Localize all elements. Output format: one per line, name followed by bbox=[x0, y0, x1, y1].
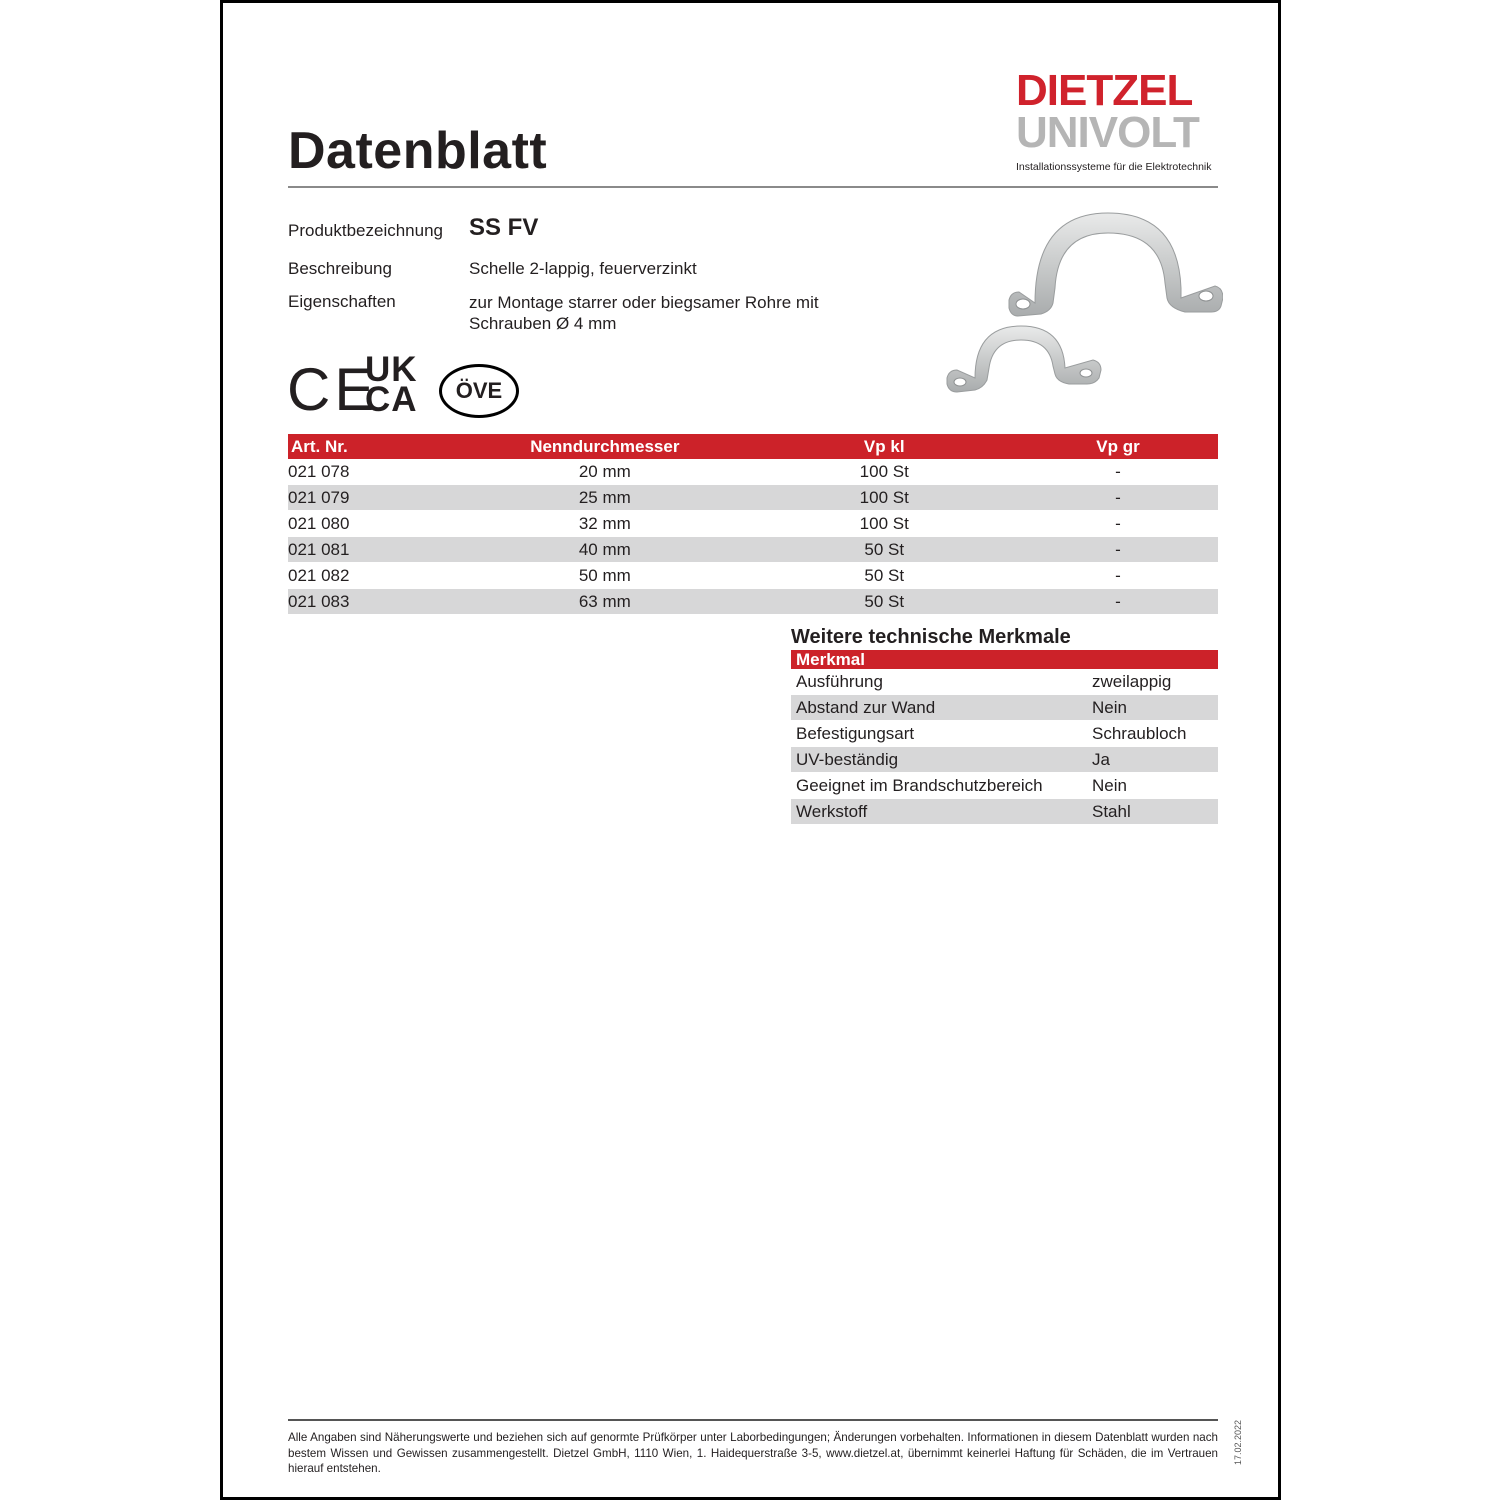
diameter-cell: 63 mm bbox=[459, 589, 750, 615]
vp-kl-cell: 100 St bbox=[750, 459, 1018, 485]
logo-brand-bottom: UNIVOLT bbox=[1016, 108, 1199, 157]
diameter-cell: 20 mm bbox=[459, 459, 750, 485]
art-nr-cell: 021 078 bbox=[288, 459, 459, 485]
vp-gr-cell: - bbox=[1018, 589, 1218, 615]
table-row bbox=[288, 563, 1218, 589]
feature-value: Ja bbox=[1087, 747, 1218, 773]
ove-mark-icon: ÖVE bbox=[439, 364, 519, 418]
vp-gr-cell: - bbox=[1018, 511, 1218, 537]
vp-kl-cell: 50 St bbox=[750, 537, 1018, 563]
column-header-vp-kl: Vp kl bbox=[750, 434, 1018, 459]
technical-table-header: Merkmal bbox=[791, 650, 1218, 669]
title-divider bbox=[288, 186, 1218, 188]
table-row bbox=[288, 537, 1218, 563]
vp-kl-cell: 100 St bbox=[750, 485, 1018, 511]
footer-divider bbox=[288, 1419, 1218, 1421]
table-row bbox=[791, 747, 1218, 773]
vp-gr-cell: - bbox=[1018, 485, 1218, 511]
feature-value: zweilappig bbox=[1087, 669, 1218, 695]
ukca-top: UK bbox=[365, 350, 418, 389]
table-row bbox=[791, 773, 1218, 799]
diameter-cell: 40 mm bbox=[459, 537, 750, 563]
column-header-vp-gr: Vp gr bbox=[1018, 434, 1218, 459]
document-date: 17.02.2022 bbox=[1233, 1419, 1243, 1465]
diameter-cell: 50 mm bbox=[459, 563, 750, 589]
art-nr-cell: 021 080 bbox=[288, 511, 459, 537]
description-value: Schelle 2-lappig, feuerverzinkt bbox=[469, 259, 697, 278]
datasheet-page bbox=[220, 0, 1281, 1500]
table-row bbox=[791, 799, 1218, 825]
article-table-header bbox=[288, 434, 1218, 459]
table-row bbox=[288, 485, 1218, 511]
feature-key: Befestigungsart bbox=[791, 721, 1087, 747]
vp-gr-cell: - bbox=[1018, 537, 1218, 563]
feature-value: Schraubloch bbox=[1087, 721, 1218, 747]
properties-line-1: zur Montage starrer oder biegsamer Rohre mit bbox=[469, 293, 819, 312]
product-name-label: Produktbezeichnung bbox=[288, 221, 444, 240]
feature-key: Ausführung bbox=[791, 669, 1087, 695]
logo-brand-top: DIETZEL bbox=[1016, 66, 1193, 115]
table-row bbox=[288, 511, 1218, 537]
properties-value bbox=[469, 292, 889, 334]
company-logo bbox=[1016, 66, 1218, 173]
page-title: Datenblatt bbox=[288, 122, 548, 180]
ukca-bottom: CA bbox=[365, 380, 418, 419]
footer-disclaimer: Alle Angaben sind Näherungswerte und beziehen sich auf genormte Prüfkörper unter Laborbedingungen; Änderungen vorbehalten. Informationen in diesem Datenblatt wurden nach bestem Wissen und Gewissen zusammengestellt. Dietzel GmbH, 1110 Wien, 1. Haidequerstraße 3-5, www.dietzel.at, übernimmt keinerlei Haftung für Schäden, die im Vertrauen hierauf entstehen. bbox=[288, 1431, 1218, 1475]
table-row bbox=[791, 669, 1218, 695]
art-nr-cell: 021 081 bbox=[288, 537, 459, 563]
logo-tagline: Installationssysteme für die Elektrotechnik bbox=[1016, 161, 1212, 173]
properties-label: Eigenschaften bbox=[288, 292, 396, 311]
product-image bbox=[923, 208, 1223, 398]
diameter-cell: 25 mm bbox=[459, 485, 750, 511]
certification-marks bbox=[287, 350, 527, 423]
diameter-cell: 32 mm bbox=[459, 511, 750, 537]
feature-key: Geeignet im Brandschutzbereich bbox=[791, 773, 1087, 799]
table-row bbox=[791, 695, 1218, 721]
art-nr-cell: 021 083 bbox=[288, 589, 459, 615]
table-row bbox=[288, 589, 1218, 615]
vp-kl-cell: 50 St bbox=[750, 563, 1018, 589]
art-nr-cell: 021 082 bbox=[288, 563, 459, 589]
vp-gr-cell: - bbox=[1018, 459, 1218, 485]
feature-value: Nein bbox=[1087, 695, 1218, 721]
table-row bbox=[791, 721, 1218, 747]
technical-section-title: Weitere technische Merkmale bbox=[791, 626, 1071, 648]
vp-kl-cell: 100 St bbox=[750, 511, 1018, 537]
vp-gr-cell: - bbox=[1018, 563, 1218, 589]
feature-value: Stahl bbox=[1087, 799, 1218, 825]
feature-key: UV-beständig bbox=[791, 747, 1087, 773]
ce-mark-icon: CE bbox=[287, 356, 379, 423]
column-header-art-nr: Art. Nr. bbox=[288, 434, 459, 459]
feature-key: Abstand zur Wand bbox=[791, 695, 1087, 721]
vp-kl-cell: 50 St bbox=[750, 589, 1018, 615]
description-label: Beschreibung bbox=[288, 259, 392, 278]
column-header-diameter: Nenndurchmesser bbox=[459, 434, 750, 459]
technical-table bbox=[791, 650, 1218, 825]
article-table bbox=[288, 434, 1218, 615]
feature-value: Nein bbox=[1087, 773, 1218, 799]
feature-key: Werkstoff bbox=[791, 799, 1087, 825]
product-name-value: SS FV bbox=[469, 214, 539, 241]
ukca-mark-icon bbox=[365, 350, 418, 419]
properties-line-2: Schrauben Ø 4 mm bbox=[469, 314, 617, 333]
art-nr-cell: 021 079 bbox=[288, 485, 459, 511]
table-row bbox=[288, 459, 1218, 485]
